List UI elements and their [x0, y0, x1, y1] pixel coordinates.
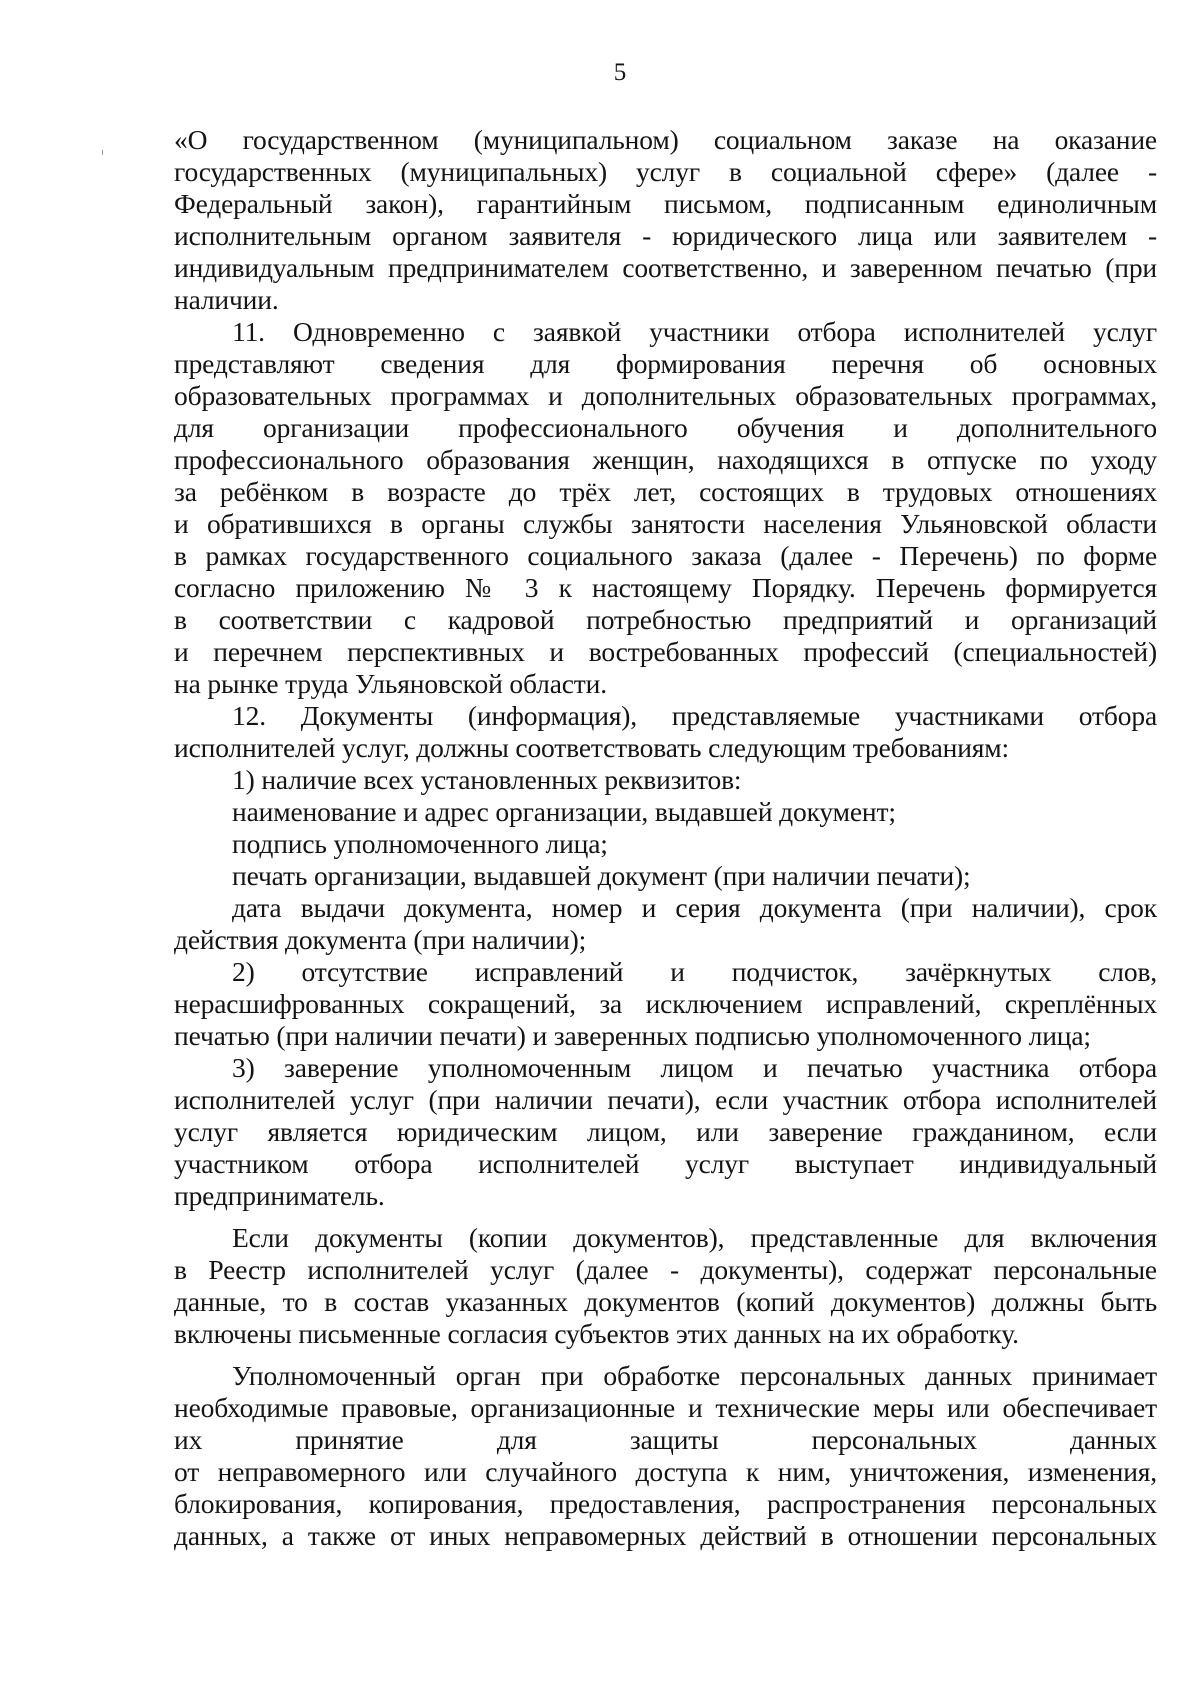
text-line: услуг является юридическим лицом, или заверение гражданином, если — [174, 1116, 1157, 1147]
text-line: печатью (при наличии печати) и заверенных подписью уполномоченного лица; — [174, 1020, 1091, 1051]
text-line: нерасшифрованных сокращений, за исключением исправлений, скреплённых — [174, 988, 1157, 1019]
text-line: участником отбора исполнителей услуг выступает индивидуальный — [174, 1148, 1157, 1179]
paragraph-authorized-body-first-line: Уполномоченный орган при обработке персональных данных принимает — [232, 1360, 1157, 1391]
paragraph-11-first-line: 11. Одновременно с заявкой участники отбора исполнителей услуг — [232, 316, 1157, 347]
text-line: индивидуальным предпринимателем соответственно, и заверенном печатью (при — [174, 252, 1157, 283]
list-item-1: 1) наличие всех установленных реквизитов: — [232, 764, 742, 795]
text-line: наличии. — [174, 284, 279, 315]
list-item-3: 3) заверение уполномоченным лицом и печатью участника отбора — [232, 1052, 1157, 1083]
text-line: необходимые правовые, организационные и технические меры или обеспечивает — [174, 1392, 1157, 1423]
list-subitem: наименование и адрес организации, выдавшей документ; — [232, 796, 896, 827]
text-line: исполнителей услуг (при наличии печати), если участник отбора исполнителей — [174, 1084, 1157, 1115]
text-line: на рынке труда Ульяновской области. — [174, 668, 607, 699]
text-line: согласно приложению № 3 к настоящему Порядку. Перечень формируется — [174, 572, 1157, 603]
paragraph-12-first-line: 12. Документы (информация), представляемые участниками отбора — [232, 700, 1157, 731]
text-line: данные, то в состав указанных документов (копий документов) должны быть — [174, 1286, 1157, 1317]
text-line: их принятие для защиты персональных данных — [174, 1424, 1157, 1455]
text-line: за ребёнком в возрасте до трёх лет, состоящих в трудовых отношениях — [174, 476, 1157, 507]
text-line: в рамках государственного социального заказа (далее - Перечень) по форме — [174, 540, 1157, 571]
text-line: исполнителей услуг, должны соответствовать следующим требованиям: — [174, 732, 1010, 763]
text-line: в соответствии с кадровой потребностью предприятий и организаций — [174, 604, 1157, 635]
text-line: и обратившихся в органы службы занятости населения Ульяновской области — [174, 508, 1157, 539]
page-number: 5 — [613, 59, 627, 86]
text-line: в Реестр исполнителей услуг (далее - документы), содержат персональные — [174, 1254, 1157, 1285]
text-line: образовательных программах и дополнительных образовательных программах, — [174, 380, 1157, 411]
text-line: блокирования, копирования, предоставления, распространения персональных — [174, 1488, 1157, 1519]
text-line: предприниматель. — [174, 1180, 385, 1211]
text-line: данных, а также от иных неправомерных действий в отношении персональных — [174, 1520, 1157, 1551]
list-subitem: печать организации, выдавшей документ (при наличии печати); — [232, 860, 971, 891]
scan-artifact-mark — [102, 150, 103, 155]
paragraph-personal-data-first-line: Если документы (копии документов), представленные для включения — [232, 1222, 1157, 1253]
text-line: государственных (муниципальных) услуг в социальной сфере» (далее - — [174, 156, 1157, 187]
list-subitem: дата выдачи документа, номер и серия документа (при наличии), срок — [232, 892, 1157, 923]
text-line: Федеральный закон), гарантийным письмом, подписанным единоличным — [174, 188, 1157, 219]
list-item-2: 2) отсутствие исправлений и подчисток, зачёркнутых слов, — [232, 956, 1157, 987]
text-line: включены письменные согласия субъектов этих данных на их обработку. — [174, 1318, 1019, 1349]
document-body — [174, 124, 1157, 1552]
text-line: действия документа (при наличии); — [174, 924, 587, 955]
text-line: от неправомерного или случайного доступа к ним, уничтожения, изменения, — [174, 1456, 1157, 1487]
text-line: «О государственном (муниципальном) социальном заказе на оказание — [174, 124, 1157, 155]
text-line: представляют сведения для формирования перечня об основных — [174, 348, 1157, 379]
text-line: исполнительным органом заявителя - юридического лица или заявителем - — [174, 220, 1157, 251]
text-line: и перечнем перспективных и востребованных профессий (специальностей) — [174, 636, 1157, 667]
text-line: профессионального образования женщин, находящихся в отпуске по уходу — [174, 444, 1157, 475]
text-line: для организации профессионального обучения и дополнительного — [174, 412, 1157, 443]
list-subitem: подпись уполномоченного лица; — [232, 828, 608, 859]
